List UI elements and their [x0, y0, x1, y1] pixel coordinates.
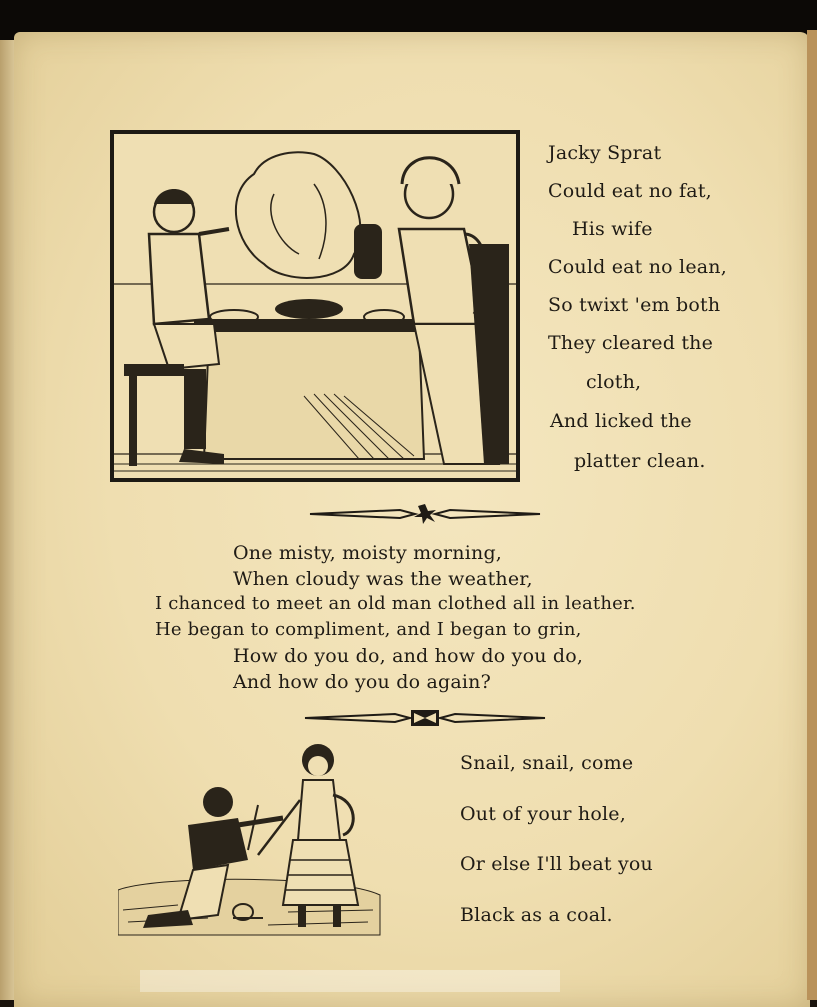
ornament-bowtie-icon: [300, 706, 550, 730]
verse-line: Out of your hole,: [460, 803, 626, 825]
rhyme-jack-sprat: [548, 142, 788, 482]
verse-line: Jacky Sprat: [548, 142, 662, 164]
bottom-highlight: [140, 970, 560, 992]
verse-line: When cloudy was the weather,: [233, 568, 533, 590]
ornament-star-icon: [305, 502, 545, 526]
verse-line: They cleared the: [548, 332, 714, 354]
verse-line: So twixt 'em both: [548, 294, 721, 316]
verse-line: Could eat no fat,: [548, 180, 712, 202]
verse-line: I chanced to meet an old man clothed all in leather.: [155, 593, 636, 614]
verse-line: platter clean.: [574, 450, 706, 472]
verse-line: How do you do, and how do you do,: [233, 645, 584, 667]
verse-line: He began to compliment, and I began to grin,: [155, 619, 582, 640]
verse-line: Or else I'll beat you: [460, 853, 653, 875]
right-page-edge: [807, 30, 817, 1000]
woodcut-snail-children-icon: [118, 740, 383, 940]
rhyme-misty-morning: [155, 542, 715, 702]
verse-line: Black as a coal.: [460, 904, 613, 926]
verse-line: And how do you do again?: [233, 671, 491, 693]
verse-line: Could eat no lean,: [548, 256, 727, 278]
woodcut-jack-sprat-icon: [110, 130, 520, 482]
verse-line: cloth,: [586, 371, 642, 393]
verse-line: Snail, snail, come: [460, 752, 634, 774]
rhyme-snail: [460, 752, 720, 942]
verse-line: And licked the: [550, 410, 692, 432]
verse-line: One misty, moisty morning,: [233, 542, 503, 564]
verse-line: His wife: [572, 218, 653, 240]
